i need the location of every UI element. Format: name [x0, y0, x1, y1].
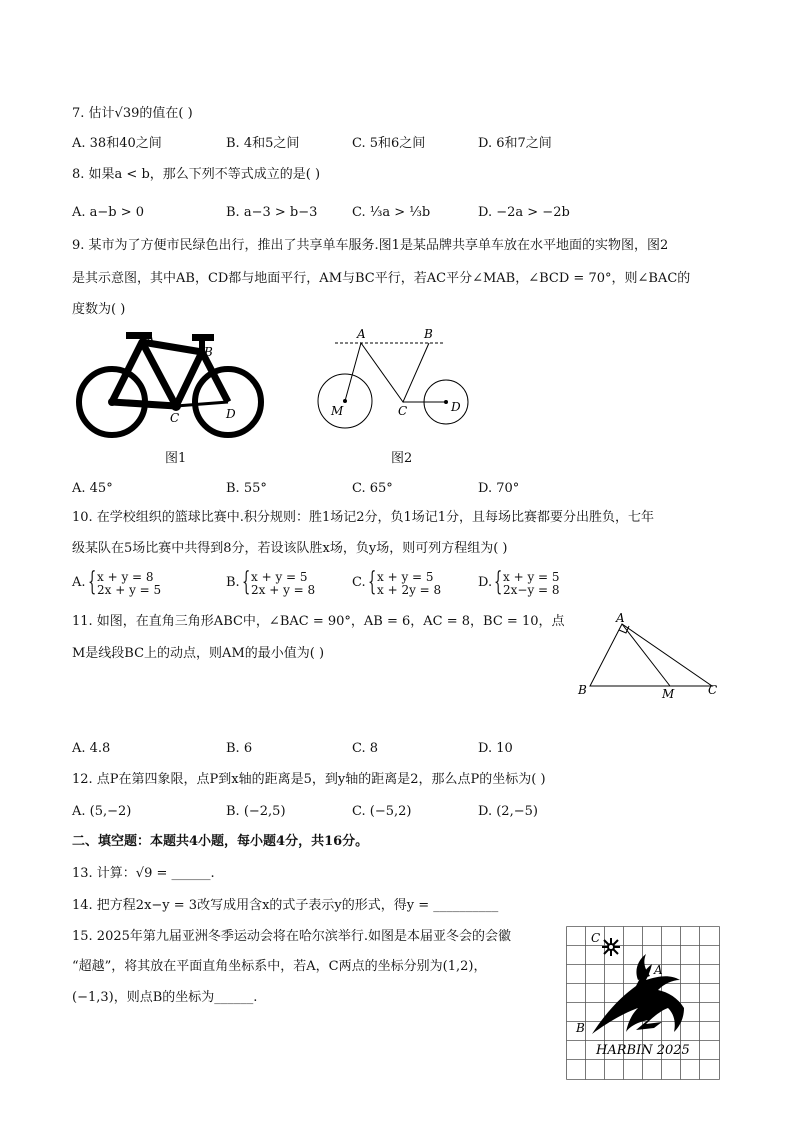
q10-stem-line2: 级某队在5场比赛中共得到8分，若设该队胜x场，负y场，则可列方程组为( )	[72, 541, 508, 556]
fig2-label-b: B	[424, 327, 433, 341]
q11-label-a: A	[616, 612, 625, 625]
q7-option-c: C. 5和6之间	[352, 136, 426, 151]
q11-option-d: D. 10	[478, 741, 513, 756]
q9-option-a: A. 45°	[72, 481, 113, 496]
q15-label-a: A	[654, 963, 663, 977]
fig1-label-c: C	[170, 411, 180, 425]
q7-option-b: B. 4和5之间	[226, 136, 300, 151]
emblem-logo-text: HARBIN 2025	[596, 1043, 690, 1058]
q10-option-b-label: B.	[226, 575, 240, 590]
q10-option-b-eq1: x + y = 5	[251, 570, 308, 584]
fig1-label-a: A	[146, 333, 155, 347]
q10-stem-line1: 10. 在学校组织的篮球比赛中.积分规则：胜1场记2分，负1场记1分，且每场比赛都要分出胜负，七年	[72, 510, 655, 525]
q13-stem: 13. 计算：√9 = ______.	[72, 866, 215, 881]
fig1-label-b: B	[204, 345, 213, 359]
q8-option-d: D. −2a > −2b	[478, 205, 570, 220]
q7-option-d: D. 6和7之间	[478, 136, 552, 151]
q15-label-c: C	[591, 931, 601, 945]
q12-option-a: A. (5,−2)	[72, 804, 132, 819]
q9-option-c: C. 65°	[352, 481, 393, 496]
fig2-label-c: C	[398, 404, 408, 418]
q12-option-b: B. (−2,5)	[226, 804, 286, 819]
segment-am	[622, 624, 670, 686]
fig2-frame	[345, 343, 429, 402]
q9-option-b: B. 55°	[226, 481, 267, 496]
q7-stem: 7. 估计√39的值在( )	[72, 106, 193, 121]
q12-option-d: D. (2,−5)	[478, 804, 538, 819]
q7-option-a: A. 38和40之间	[72, 136, 162, 151]
q8-option-c: C. ⅓a > ⅓b	[352, 205, 431, 220]
fig1-label-d: D	[226, 407, 236, 421]
q9-bicycle-figure	[70, 328, 270, 438]
q9-stem-line1: 9. 某市为了方便市民绿色出行，推出了共享单车服务.图1是某品牌共享单车放在水平地面的实物图，图2	[72, 238, 669, 253]
bicycle-chainstay	[176, 402, 228, 406]
brace-icon: {	[242, 567, 251, 597]
q9-option-d: D. 70°	[478, 481, 520, 496]
q9-schematic-figure	[305, 325, 475, 430]
q11-stem-line2: M是线段BC上的动点，则AM的最小值为( )	[72, 646, 325, 661]
brace-icon: {	[368, 567, 377, 597]
q15-stem-line3: (−1,3)，则点B的坐标为______.	[72, 990, 258, 1005]
q8-stem: 8. 如果a < b，那么下列不等式成立的是( )	[72, 167, 321, 182]
snowflake-icon	[602, 938, 620, 956]
q10-option-b-eq2: 2x + y = 8	[251, 583, 316, 597]
q8-option-a: A. a−b > 0	[72, 205, 145, 220]
q15-stem-line1: 15. 2025年第九届亚洲冬季运动会将在哈尔滨举行.如图是本届亚冬会的会徽	[72, 929, 512, 944]
q9-stem-line2: 是其示意图，其中AB，CD都与地面平行，AM与BC平行，若AC平分∠MAB，∠BCD = 70°，则∠BAC的	[72, 271, 691, 286]
q10-option-a-eq1: x + y = 8	[97, 570, 154, 584]
fig2-label-d: D	[451, 400, 461, 414]
triangle-abc	[590, 624, 712, 686]
q10-option-d-label: D.	[478, 575, 493, 590]
q11-option-a: A. 4.8	[72, 741, 111, 756]
q11-label-b: B	[578, 683, 587, 697]
q10-option-a-eq2: 2x + y = 5	[97, 583, 162, 597]
q11-option-c: C. 8	[352, 741, 379, 756]
fig2-point-m	[343, 399, 347, 403]
brace-icon: {	[494, 567, 503, 597]
q11-triangle-figure	[570, 612, 730, 702]
section2-heading: 二、填空题：本题共4小题，每小题4分，共16分。	[72, 834, 369, 849]
q15-emblem-grid-figure	[566, 926, 720, 1080]
q9-stem-line3: 度数为( )	[72, 302, 126, 317]
q9-fig2-caption: 图2	[391, 451, 413, 466]
fig2-point-d	[444, 400, 448, 404]
q14-stem: 14. 把方程2x−y = 3改写成用含x的式子表示y的形式，得y = __________	[72, 898, 499, 913]
q9-fig1-caption: 图1	[165, 451, 187, 466]
q10-option-c-label: C.	[352, 575, 366, 590]
fig2-label-a: A	[357, 327, 366, 341]
q12-option-c: C. (−5,2)	[352, 804, 412, 819]
q10-option-d-eq1: x + y = 5	[503, 570, 560, 584]
fig2-label-m: M	[331, 404, 344, 418]
q11-stem-line1: 11. 如图，在直角三角形ABC中，∠BAC = 90°，AB = 6，AC = 8，BC = 10，点	[72, 614, 565, 629]
q10-option-d-eq2: 2x−y = 8	[503, 583, 560, 597]
brace-icon: {	[88, 567, 97, 597]
q12-stem: 12. 点P在第四象限，点P到x轴的距离是5，到y轴的距离是2，那么点P的坐标为( )	[72, 772, 546, 787]
q11-label-m: M	[662, 687, 675, 701]
q11-label-c: C	[708, 683, 718, 697]
q10-option-a-label: A.	[72, 575, 86, 590]
q15-stem-line2: “超越”，将其放在平面直角坐标系中，若A，C两点的坐标分别为(1,2)，	[72, 959, 487, 974]
q11-option-b: B. 6	[226, 741, 253, 756]
q15-label-b: B	[576, 1021, 585, 1035]
q10-option-c-eq1: x + y = 5	[377, 570, 434, 584]
emblem-flame-icon	[636, 954, 650, 980]
q8-option-b: B. a−3 > b−3	[226, 205, 318, 220]
q10-option-c-eq2: x + 2y = 8	[377, 583, 442, 597]
